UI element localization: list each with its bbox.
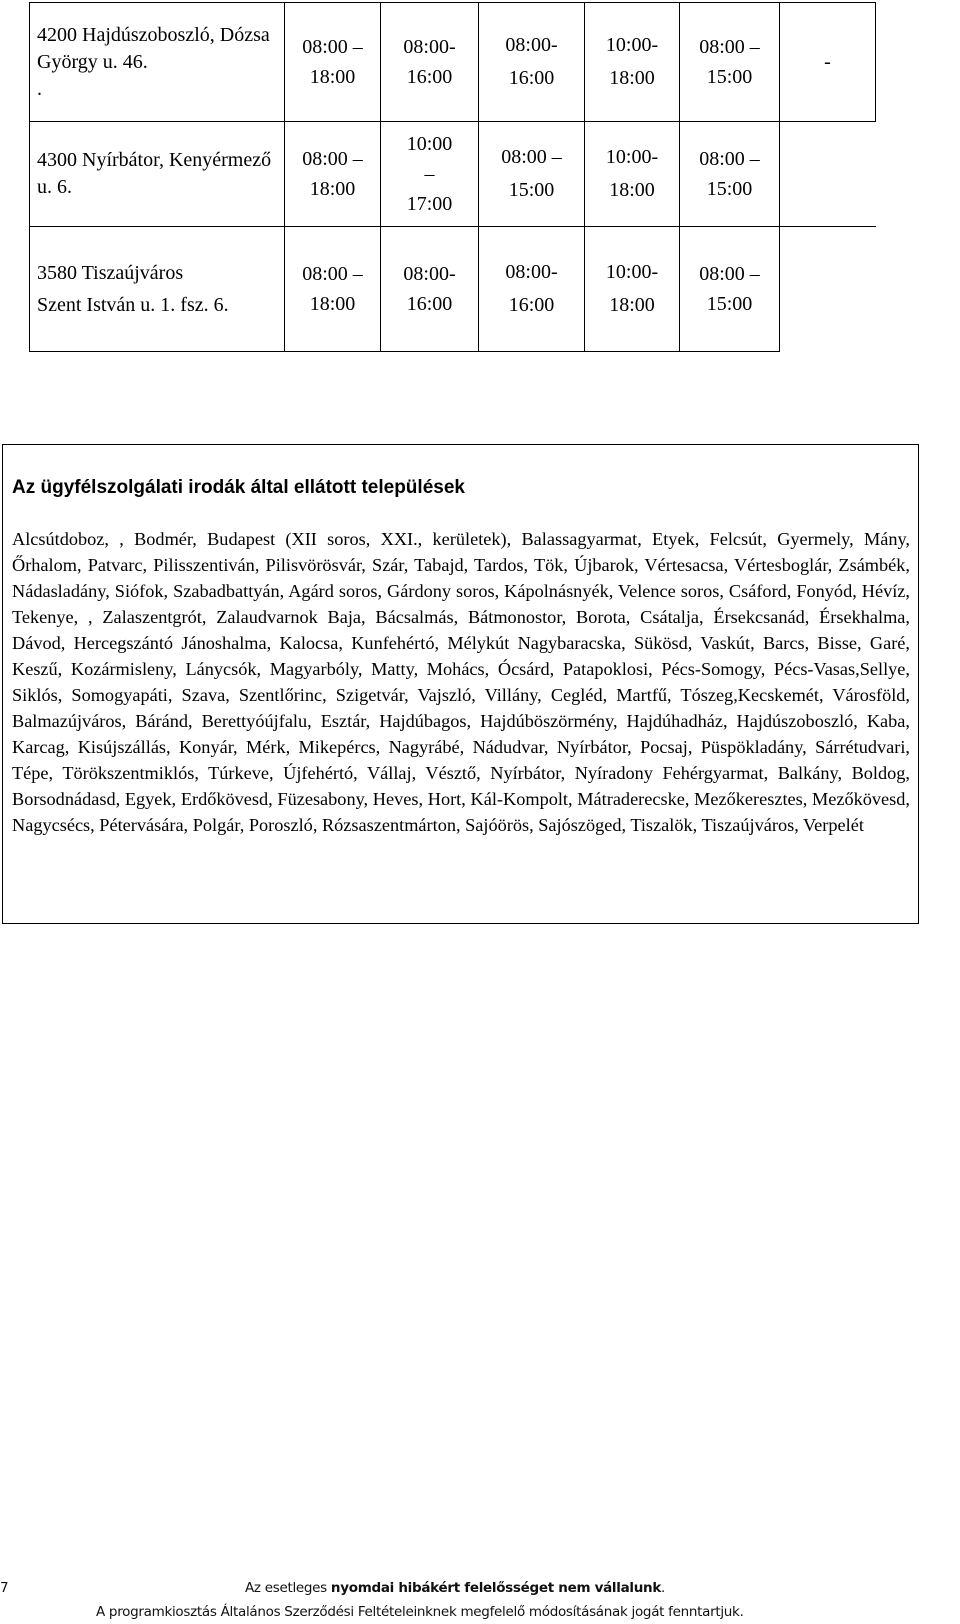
address-line: 4200 Hajdúszoboszló, Dózsa	[37, 23, 270, 46]
hours-value: 15:00	[706, 178, 753, 200]
office-address	[30, 227, 285, 352]
hours-cell	[479, 122, 585, 227]
hours-value: 08:00 –	[699, 36, 760, 58]
hours-cell	[285, 3, 381, 122]
hours-value: 15:00	[706, 293, 753, 315]
address-line: u. 6.	[37, 176, 72, 198]
served-towns-box	[2, 444, 919, 924]
office-address	[30, 122, 285, 227]
office-row	[30, 227, 876, 352]
hours-cell	[585, 227, 680, 352]
served-towns-title: Az ügyfélszolgálati irodák által ellátott települések	[12, 477, 465, 498]
hours-value: 16:00	[508, 294, 555, 316]
address-line: Szent István u. 1. fsz. 6.	[37, 294, 229, 316]
hours-value: 18:00	[309, 293, 356, 315]
hours-cell	[680, 3, 780, 122]
hours-cell	[479, 3, 585, 122]
hours-value: 10:00-	[605, 34, 659, 56]
footer-rights-note: A programkiosztás Általános Szerződési Feltételeinknek megfelelő módosításának jogát fenntartjuk.	[96, 1604, 744, 1620]
served-towns-list: Alcsútdoboz, , Bodmér, Budapest (XII soros, XXI., kerületek), Balassagyarmat, Etyek, Felcsút, Gyermely, Mány, Őrhalom, Patvarc, Pilisszentiván, Pilisvörösvár, Szár, Tabajd, Tardos, Tök, Újbarok, Vértesacsa, Vértesboglár, Zsámbék, Nádasladány, Siófok, Szabadbattyán, Agárd soros, Gárdony soros, Kápolnásnyék, Velence soros, Csáford, Fonyód, Hévíz, Tekenye, , Zalaszentgrót, Zalaudvarnok Baja, Bácsalmás, Bátmonostor, Borota, Csátalja, Érsekcsanád, Érsekhalma, Dávod, Hercegszántó Jánoshalma, Kalocsa, Kunfehértó, Mélykút Nagybaracska, Sükösd, Vaskút, Barcs, Bisse, Garé, Keszű, Kozármisleny, Lánycsók, Magyarbóly, Matty, Mohács, Ócsárd, Patapoklosi, Pécs-Somogy, Pécs-Vasas,Sellye, Siklós, Somogyapáti, Szava, Szentlőrinc, Szigetvár, Vajszló, Villány, Cegléd, Martfű, Tószeg,Kecskemét, Városföld, Balmazújváros, Báránd, Berettyóújfalu, Esztár, Hajdúbagos, Hajdúböszörmény, Hajdúhadház, Hajdúszoboszló, Kaba, Karcag, Kisújszállás, Konyár, Mérk, Mikepércs, Nagyrábé, Nádudvar, Nyírbátor, Pocsaj, Püspökladány, Sárrétudvari, Tépe, Törökszentmiklós, Túrkeve, Újfehértó, Vállaj, Vésztő, Nyírbátor, Nyíradony Fehérgyarmat, Balkány, Boldog, Borsodnádasd, Egyek, Erdőkövesd, Füzesabony, Heves, Hort, Kál-Kompolt, Mátraderecske, Mezőkeresztes, Mezőkövesd, Nagycsécs, Pétervására, Polgár, Poroszló, Rózsaszentmárton, Sajóörös, Sajószöged, Tiszalök, Tiszaújváros, Verpelét	[12, 529, 910, 835]
hours-value: 18:00	[309, 178, 356, 200]
office-row	[30, 3, 876, 122]
hours-value: 16:00	[508, 67, 555, 89]
opening-hours-table	[29, 2, 876, 352]
hours-value: 10:00-	[605, 146, 659, 168]
hours-value: 08:00 –	[302, 36, 363, 58]
address-line: 3580 Tiszaújváros	[37, 262, 184, 284]
footer-disclaimer: Az esetleges nyomdai hibákért felelősséget nem vállalunk.	[245, 1580, 666, 1596]
hours-value: 08:00 –	[302, 263, 363, 285]
hours-cell	[585, 122, 680, 227]
address-line: 4300 Nyírbátor, Kenyérmező	[37, 149, 272, 171]
hours-value: 08:00-	[505, 34, 558, 56]
hours-cell	[780, 122, 876, 227]
hours-value: 18:00	[309, 66, 356, 88]
hours-value: 08:00 –	[699, 263, 760, 285]
hours-value: 15:00	[706, 66, 753, 88]
hours-value: -	[824, 51, 831, 73]
hours-value: 18:00	[609, 67, 655, 89]
hours-value: 08:00-	[403, 36, 456, 58]
hours-value: 08:00-	[505, 261, 558, 283]
hours-value: 10:00	[406, 133, 453, 155]
hours-value: 10:00-	[605, 261, 659, 283]
hours-value: 16:00	[406, 66, 453, 88]
hours-cell	[780, 227, 876, 352]
hours-cell	[285, 122, 381, 227]
hours-cell	[585, 3, 680, 122]
hours-value: 17:00	[406, 193, 453, 215]
hours-value: 08:00 –	[501, 146, 562, 168]
page-number: 7	[0, 1580, 9, 1596]
hours-value: 08:00 –	[699, 148, 760, 170]
office-row	[30, 122, 876, 227]
hours-value: 18:00	[609, 294, 655, 316]
hours-cell	[780, 3, 876, 122]
hours-value: –	[424, 163, 435, 185]
hours-value: 08:00-	[403, 263, 456, 285]
hours-value: 16:00	[406, 293, 453, 315]
address-line: György u. 46.	[37, 50, 148, 73]
hours-cell	[381, 3, 479, 122]
office-address	[30, 3, 285, 122]
hours-cell	[479, 227, 585, 352]
hours-cell	[381, 122, 479, 227]
hours-cell	[285, 227, 381, 352]
hours-value: 08:00 –	[302, 148, 363, 170]
hours-value: 15:00	[508, 179, 555, 201]
hours-cell	[680, 227, 780, 352]
hours-value: 18:00	[609, 179, 655, 201]
address-line: .	[37, 77, 42, 100]
hours-cell	[680, 122, 780, 227]
hours-cell	[381, 227, 479, 352]
